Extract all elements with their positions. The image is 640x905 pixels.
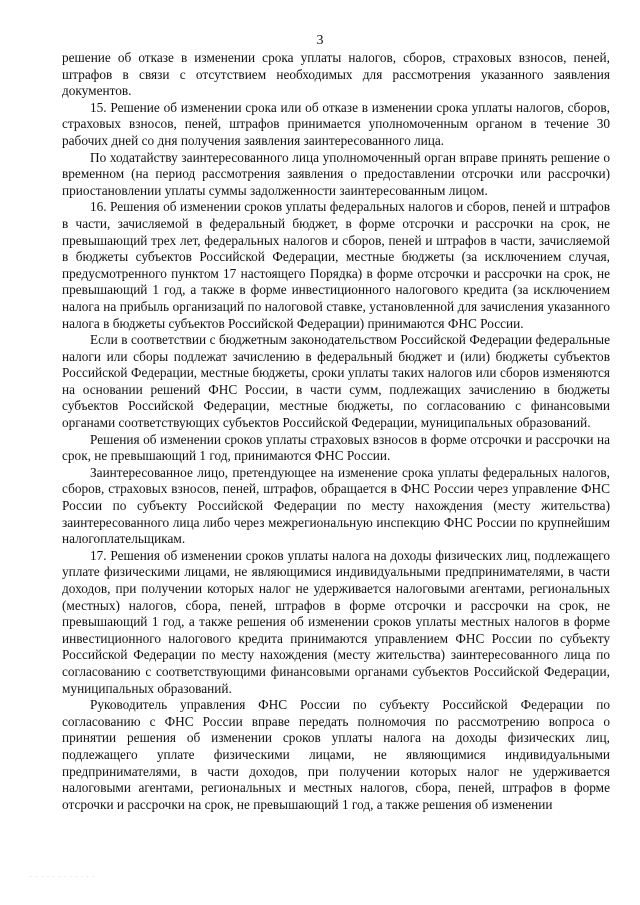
- paragraph-clause-15: 15. Решение об изменении срока или об отказе в изменении срока уплаты налогов, сборов, страховых взносов, пеней, штрафов принимается уполномоченным органом в течение 30 рабочих дней со дня получения заявления заинтересованного лица.: [62, 99, 610, 148]
- paragraph-continuation: решение об отказе в изменении срока уплаты налогов, сборов, страховых взносов, пеней, штрафов в связи с отсутствием необходимых для рассмотрения указанного заявления документов.: [62, 50, 610, 99]
- paragraph-suspension-request: По ходатайству заинтересованного лица уполномоченный орган вправе принять решение о временном (на период рассмотрения заявления о предоставлении отсрочки или рассрочки) приостановлении уплаты суммы задолженности заинтересованным лицом.: [62, 149, 610, 198]
- scan-footer-mark: · · · · · · · · · · · ·: [30, 874, 96, 880]
- paragraph-insurance-contributions: Решения об изменении сроков уплаты страховых взносов в форме отсрочки и рассрочки на срок, не превышающий 1 год, принимаются ФНС России.: [62, 431, 610, 464]
- paragraph-budget-legislation: Если в соответствии с бюджетным законодательством Российской Федерации федеральные налоги или сборы подлежат зачислению в федеральный бюджет и (или) бюджеты субъектов Российской Федерации, местные бюджеты, сроки уплаты таких налогов или сборов изменяются на основании решений ФНС России, в части сумм, подлежащих зачислению в бюджеты субъектов Российской Федерации, местные бюджеты, по согласованию с финансовыми органами соответствующих субъектов Российской Федерации, муниципальных образований.: [62, 332, 610, 431]
- paragraph-clause-17: 17. Решения об изменении сроков уплаты налога на доходы физических лиц, подлежащего уплате физическими лицами, не являющимися индивидуальными предпринимателями, в части доходов, при получении которых налог не удерживается налоговыми агентами, региональных (местных) налогов, сбора, пеней, штрафов в форме отсрочки и рассрочки на срок, не превышающий 1 год, а также решения об изменении сроков уплаты местных налогов в форме инвестиционного налогового кредита принимаются управлением ФНС России по субъекту Российской Федерации по месту нахождения (месту жительства) заинтересованного лица по согласованию с соответствующими финансовыми органами субъектов Российской Федерации, муниципальных образований.: [62, 547, 610, 696]
- document-body: [62, 50, 610, 813]
- paragraph-interested-party: Заинтересованное лицо, претендующее на изменение срока уплаты федеральных налогов, сборов, страховых взносов, пеней, штрафов, обращается в ФНС России через управление ФНС России по субъекту Российской Федерации по месту нахождения (месту жительства) заинтересованного лица либо через межрегиональную инспекцию ФНС России по крупнейшим налогоплательщикам.: [62, 464, 610, 547]
- paragraph-head-of-department: Руководитель управления ФНС России по субъекту Российской Федерации по согласованию с ФНС России вправе передать полномочия по рассмотрению вопроса о принятии решения об изменении сроков уплаты налога на доходы физических лиц, подлежащего уплате физическими лицами, не являющимися индивидуальными предпринимателями, в части доходов, при получении которых налог не удерживается налоговыми агентами, региональных и местных налогов, сбора, пеней, штрафов в форме отсрочки и рассрочки на срок, не превышающий 1 год, а также решения об изменении: [62, 697, 610, 812]
- page-number: 3: [316, 33, 324, 48]
- paragraph-clause-16: 16. Решения об изменении сроков уплаты федеральных налогов и сборов, пеней и штрафов в части, зачисляемой в федеральный бюджет, в форме отсрочки и рассрочки на срок, не превышающий трех лет, федеральных налогов и сборов, пеней и штрафов в части, зачисляемой в бюджеты субъектов Российской Федерации, местные бюджеты (за исключением случая, предусмотренного пунктом 17 настоящего Порядка) в форме отсрочки и рассрочки на срок, не превышающий 1 год, а также в форме инвестиционного налогового кредита (за исключением налога на прибыль организаций по налоговой ставке, установленной для зачисления указанного налога в бюджеты субъектов Российской Федерации) принимаются ФНС России.: [62, 199, 610, 331]
